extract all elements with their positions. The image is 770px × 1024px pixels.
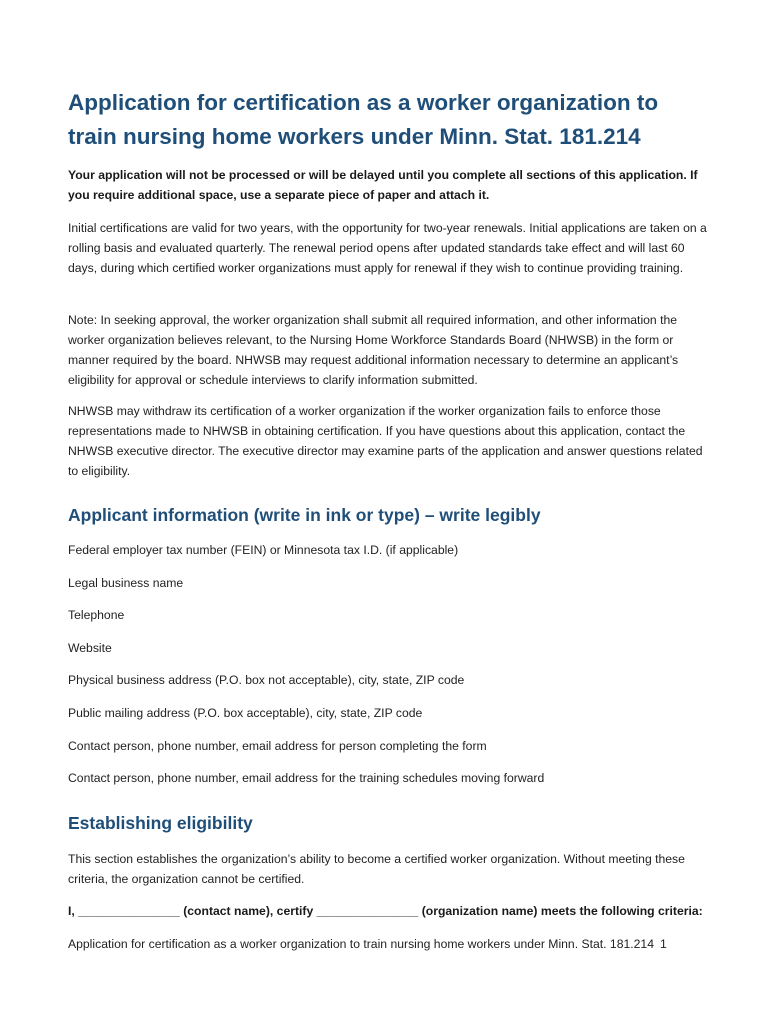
eligibility-intro-paragraph: This section establishes the organization’s ability to become a certified worker organization. Without meeting these criteria, the organization cannot be certified. bbox=[68, 852, 685, 886]
establishing-eligibility-heading: Establishing eligibility bbox=[68, 813, 253, 833]
field-label-contact-training: Contact person, phone number, email address for the training schedules moving forward bbox=[68, 771, 545, 786]
incomplete-application-warning: Your application will not be processed or will be delayed until you complete all sections of this application. If you require additional space, use a separate piece of paper and attach it. bbox=[68, 168, 698, 202]
note-paragraph: Note: In seeking approval, the worker organization shall submit all required information, and other information the worker organization believes relevant, to the Nursing Home Workforce Standards Board (NHWSB) in the form or manner required by the board. NHWSB may request additional information necessary to determine an applicant’s eligibility for approval or schedule interviews to clarify information submitted. bbox=[68, 313, 679, 387]
footer-document-title: Application for certification as a worker organization to train nursing home workers under Minn. Stat. 181.214 bbox=[68, 937, 654, 951]
withdrawal-paragraph: NHWSB may withdraw its certification of a worker organization if the worker organization fails to enforce those representations made to NHWSB in obtaining certification. If you have questions about this application, contact the NHWSB executive director. The executive director may examine parts of the application and answer questions related to eligibility. bbox=[68, 404, 703, 478]
page-number: 1 bbox=[659, 937, 667, 951]
document-title: Application for certification as a worker organization to train nursing home workers under Minn. Stat. 181.214 bbox=[68, 90, 659, 149]
certification-statement: I, _______________ (contact name), certify _______________ (organization name) meets the following criteria: bbox=[68, 904, 703, 918]
applicant-field-list bbox=[68, 540, 708, 801]
certification-validity-paragraph: Initial certifications are valid for two years, with the opportunity for two-year renewals. Initial applications are taken on a rolling basis and evaluated quarterly. The renewal period opens after updated standards take effect and will last 60 days, during which certified worker organizations must apply for renewal if they wish to continue providing training. bbox=[68, 221, 707, 275]
page-footer bbox=[68, 934, 708, 954]
applicant-information-heading: Applicant information (write in ink or type) – write legibly bbox=[68, 505, 541, 525]
field-label-telephone: Telephone bbox=[68, 608, 125, 623]
field-label-mailing-address: Public mailing address (P.O. box acceptable), city, state, ZIP code bbox=[68, 705, 423, 720]
field-label-contact-form: Contact person, phone number, email address for person completing the form bbox=[68, 738, 487, 753]
field-label-website: Website bbox=[68, 640, 112, 655]
field-label-physical-address: Physical business address (P.O. box not acceptable), city, state, ZIP code bbox=[68, 673, 465, 688]
field-label-legal-business-name: Legal business name bbox=[68, 575, 184, 590]
field-label-fein: Federal employer tax number (FEIN) or Minnesota tax I.D. (if applicable) bbox=[68, 543, 459, 557]
